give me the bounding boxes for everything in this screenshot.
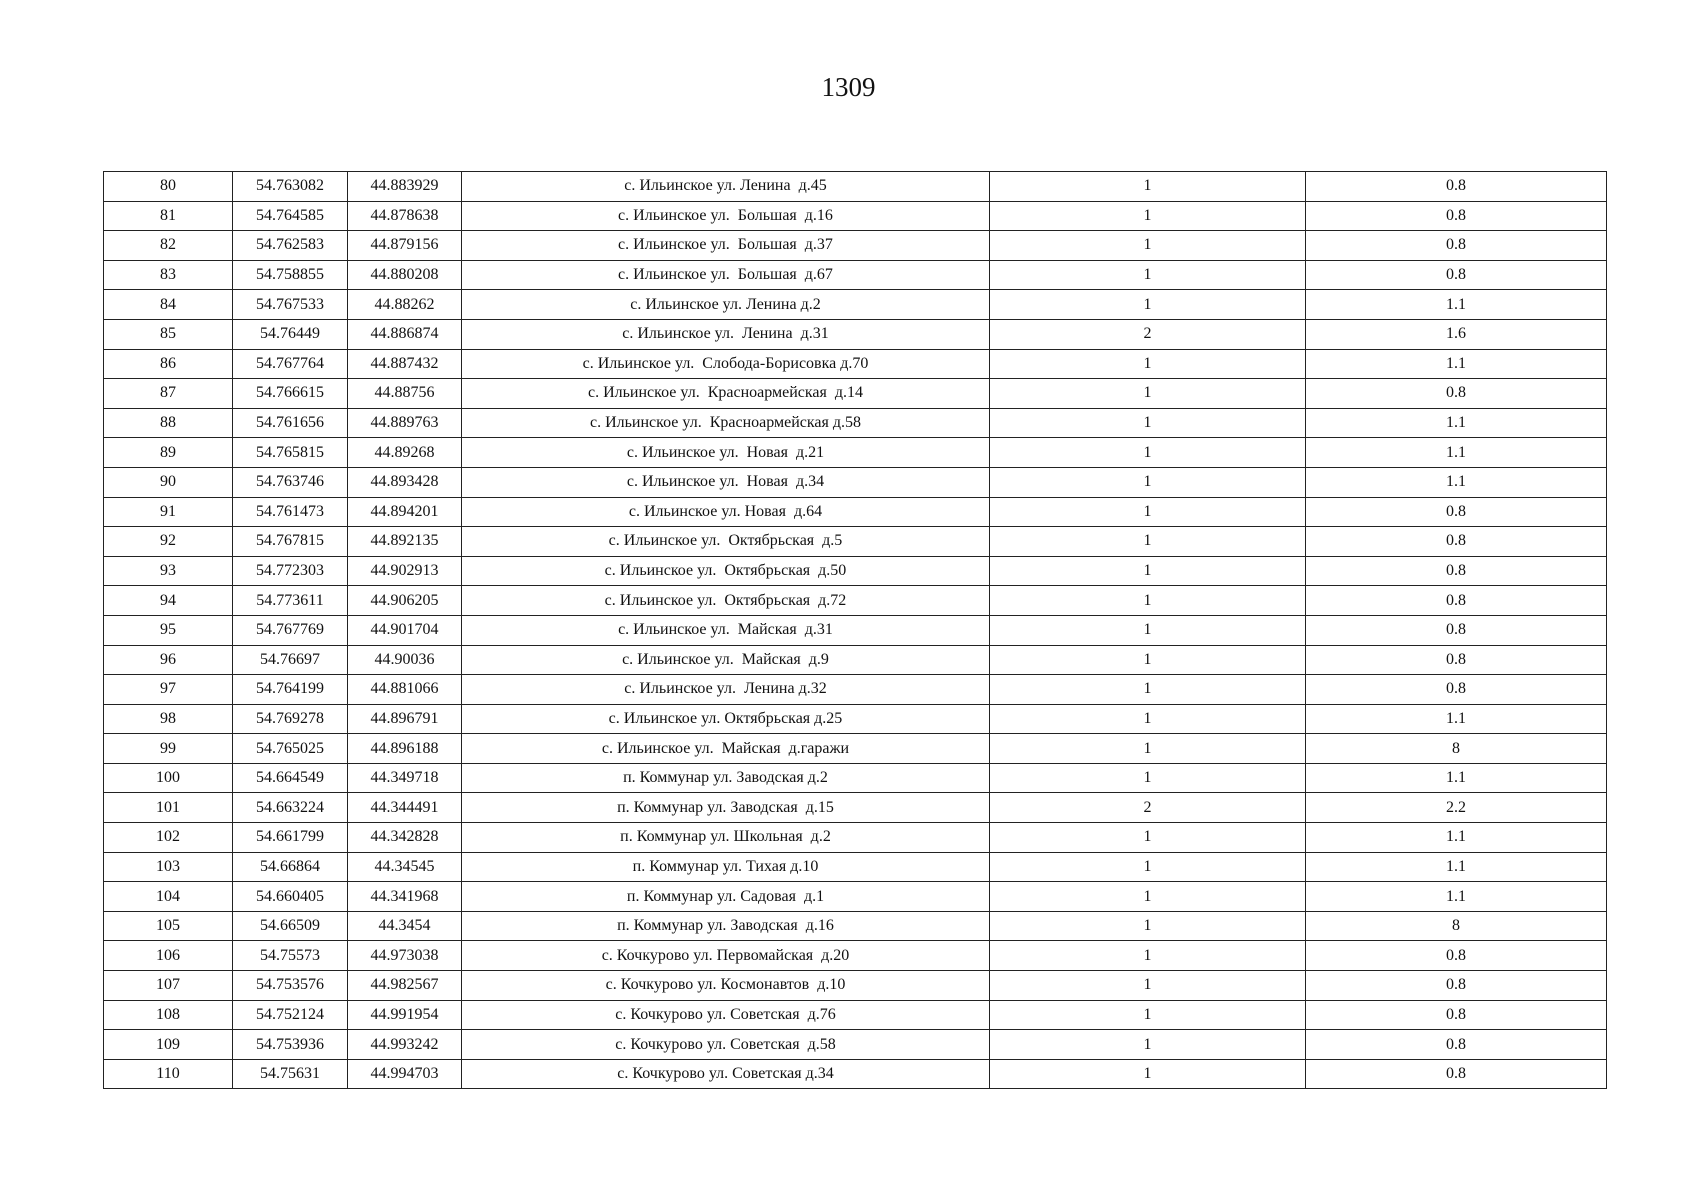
- latitude-cell: 54.767769: [233, 615, 348, 645]
- volume-cell: 0.8: [1306, 201, 1607, 231]
- count-cell: 1: [990, 971, 1306, 1001]
- latitude-cell: 54.75631: [233, 1059, 348, 1089]
- longitude-cell: 44.881066: [348, 675, 462, 705]
- count-cell: 1: [990, 734, 1306, 764]
- count-cell: 1: [990, 231, 1306, 261]
- longitude-cell: 44.889763: [348, 408, 462, 438]
- address-cell: с. Ильинское ул. Красноармейская д.58: [462, 408, 990, 438]
- latitude-cell: 54.660405: [233, 882, 348, 912]
- count-cell: 1: [990, 556, 1306, 586]
- longitude-cell: 44.887432: [348, 349, 462, 379]
- longitude-cell: 44.880208: [348, 260, 462, 290]
- longitude-cell: 44.906205: [348, 586, 462, 616]
- address-cell: с. Кочкурово ул. Первомайская д.20: [462, 941, 990, 971]
- row-number-cell: 108: [104, 1000, 233, 1030]
- volume-cell: 8: [1306, 911, 1607, 941]
- data-table: [103, 171, 1607, 1089]
- table-row: [104, 704, 1607, 734]
- longitude-cell: 44.902913: [348, 556, 462, 586]
- count-cell: 1: [990, 1000, 1306, 1030]
- volume-cell: 1.1: [1306, 349, 1607, 379]
- longitude-cell: 44.88756: [348, 379, 462, 409]
- address-cell: с. Ильинское ул. Новая д.64: [462, 497, 990, 527]
- address-cell: с. Ильинское ул. Октябрьская д.72: [462, 586, 990, 616]
- address-cell: п. Коммунар ул. Тихая д.10: [462, 852, 990, 882]
- table-row: [104, 1030, 1607, 1060]
- volume-cell: 0.8: [1306, 941, 1607, 971]
- table-row: [104, 556, 1607, 586]
- row-number-cell: 104: [104, 882, 233, 912]
- row-number-cell: 91: [104, 497, 233, 527]
- longitude-cell: 44.894201: [348, 497, 462, 527]
- latitude-cell: 54.76697: [233, 645, 348, 675]
- count-cell: 1: [990, 852, 1306, 882]
- volume-cell: 0.8: [1306, 586, 1607, 616]
- row-number-cell: 81: [104, 201, 233, 231]
- longitude-cell: 44.886874: [348, 319, 462, 349]
- data-table-container: [103, 171, 1606, 1089]
- volume-cell: 0.8: [1306, 1000, 1607, 1030]
- latitude-cell: 54.766615: [233, 379, 348, 409]
- address-cell: с. Кочкурово ул. Космонавтов д.10: [462, 971, 990, 1001]
- count-cell: 1: [990, 438, 1306, 468]
- volume-cell: 1.1: [1306, 290, 1607, 320]
- address-cell: с. Ильинское ул. Майская д.гаражи: [462, 734, 990, 764]
- latitude-cell: 54.762583: [233, 231, 348, 261]
- table-row: [104, 1059, 1607, 1089]
- row-number-cell: 107: [104, 971, 233, 1001]
- longitude-cell: 44.89268: [348, 438, 462, 468]
- volume-cell: 0.8: [1306, 675, 1607, 705]
- latitude-cell: 54.761473: [233, 497, 348, 527]
- count-cell: 2: [990, 793, 1306, 823]
- row-number-cell: 99: [104, 734, 233, 764]
- count-cell: 1: [990, 911, 1306, 941]
- latitude-cell: 54.767533: [233, 290, 348, 320]
- table-row: [104, 734, 1607, 764]
- volume-cell: 1.6: [1306, 319, 1607, 349]
- count-cell: 1: [990, 823, 1306, 853]
- volume-cell: 1.1: [1306, 763, 1607, 793]
- row-number-cell: 87: [104, 379, 233, 409]
- address-cell: с. Ильинское ул. Большая д.67: [462, 260, 990, 290]
- table-row: [104, 645, 1607, 675]
- row-number-cell: 103: [104, 852, 233, 882]
- count-cell: 1: [990, 379, 1306, 409]
- latitude-cell: 54.769278: [233, 704, 348, 734]
- table-row: [104, 379, 1607, 409]
- count-cell: 1: [990, 645, 1306, 675]
- row-number-cell: 98: [104, 704, 233, 734]
- address-cell: с. Ильинское ул. Майская д.31: [462, 615, 990, 645]
- count-cell: 1: [990, 290, 1306, 320]
- latitude-cell: 54.767815: [233, 527, 348, 557]
- longitude-cell: 44.88262: [348, 290, 462, 320]
- table-row: [104, 497, 1607, 527]
- count-cell: 1: [990, 763, 1306, 793]
- volume-cell: 0.8: [1306, 1030, 1607, 1060]
- count-cell: 1: [990, 172, 1306, 202]
- longitude-cell: 44.34545: [348, 852, 462, 882]
- address-cell: с. Кочкурово ул. Советская д.76: [462, 1000, 990, 1030]
- row-number-cell: 84: [104, 290, 233, 320]
- row-number-cell: 83: [104, 260, 233, 290]
- address-cell: п. Коммунар ул. Школьная д.2: [462, 823, 990, 853]
- count-cell: 1: [990, 882, 1306, 912]
- latitude-cell: 54.75573: [233, 941, 348, 971]
- address-cell: с. Ильинское ул. Слобода-Борисовка д.70: [462, 349, 990, 379]
- table-row: [104, 201, 1607, 231]
- volume-cell: 0.8: [1306, 231, 1607, 261]
- longitude-cell: 44.341968: [348, 882, 462, 912]
- address-cell: с. Ильинское ул. Октябрьская д.25: [462, 704, 990, 734]
- latitude-cell: 54.76449: [233, 319, 348, 349]
- table-row: [104, 586, 1607, 616]
- longitude-cell: 44.342828: [348, 823, 462, 853]
- latitude-cell: 54.773611: [233, 586, 348, 616]
- volume-cell: 8: [1306, 734, 1607, 764]
- longitude-cell: 44.991954: [348, 1000, 462, 1030]
- address-cell: п. Коммунар ул. Садовая д.1: [462, 882, 990, 912]
- row-number-cell: 95: [104, 615, 233, 645]
- count-cell: 1: [990, 467, 1306, 497]
- row-number-cell: 90: [104, 467, 233, 497]
- table-row: [104, 882, 1607, 912]
- table-row: [104, 527, 1607, 557]
- latitude-cell: 54.663224: [233, 793, 348, 823]
- count-cell: 2: [990, 319, 1306, 349]
- count-cell: 1: [990, 941, 1306, 971]
- volume-cell: 1.1: [1306, 852, 1607, 882]
- volume-cell: 0.8: [1306, 556, 1607, 586]
- address-cell: с. Ильинское ул. Новая д.21: [462, 438, 990, 468]
- latitude-cell: 54.767764: [233, 349, 348, 379]
- table-row: [104, 438, 1607, 468]
- row-number-cell: 100: [104, 763, 233, 793]
- longitude-cell: 44.90036: [348, 645, 462, 675]
- latitude-cell: 54.753936: [233, 1030, 348, 1060]
- address-cell: с. Ильинское ул. Ленина д.45: [462, 172, 990, 202]
- longitude-cell: 44.893428: [348, 467, 462, 497]
- volume-cell: 0.8: [1306, 645, 1607, 675]
- volume-cell: 0.8: [1306, 527, 1607, 557]
- row-number-cell: 88: [104, 408, 233, 438]
- table-row: [104, 911, 1607, 941]
- longitude-cell: 44.896188: [348, 734, 462, 764]
- longitude-cell: 44.982567: [348, 971, 462, 1001]
- count-cell: 1: [990, 615, 1306, 645]
- count-cell: 1: [990, 201, 1306, 231]
- table-row: [104, 408, 1607, 438]
- table-row: [104, 941, 1607, 971]
- row-number-cell: 97: [104, 675, 233, 705]
- count-cell: 1: [990, 260, 1306, 290]
- row-number-cell: 106: [104, 941, 233, 971]
- volume-cell: 1.1: [1306, 704, 1607, 734]
- table-row: [104, 467, 1607, 497]
- volume-cell: 1.1: [1306, 408, 1607, 438]
- count-cell: 1: [990, 675, 1306, 705]
- latitude-cell: 54.765025: [233, 734, 348, 764]
- count-cell: 1: [990, 1030, 1306, 1060]
- count-cell: 1: [990, 349, 1306, 379]
- row-number-cell: 89: [104, 438, 233, 468]
- volume-cell: 0.8: [1306, 172, 1607, 202]
- latitude-cell: 54.66864: [233, 852, 348, 882]
- volume-cell: 1.1: [1306, 823, 1607, 853]
- volume-cell: 2.2: [1306, 793, 1607, 823]
- longitude-cell: 44.994703: [348, 1059, 462, 1089]
- address-cell: с. Ильинское ул. Красноармейская д.14: [462, 379, 990, 409]
- volume-cell: 1.1: [1306, 882, 1607, 912]
- address-cell: с. Ильинское ул. Большая д.37: [462, 231, 990, 261]
- address-cell: с. Ильинское ул. Ленина д.2: [462, 290, 990, 320]
- row-number-cell: 110: [104, 1059, 233, 1089]
- table-row: [104, 290, 1607, 320]
- address-cell: с. Ильинское ул. Ленина д.31: [462, 319, 990, 349]
- volume-cell: 0.8: [1306, 379, 1607, 409]
- latitude-cell: 54.764199: [233, 675, 348, 705]
- table-row: [104, 349, 1607, 379]
- latitude-cell: 54.758855: [233, 260, 348, 290]
- row-number-cell: 80: [104, 172, 233, 202]
- longitude-cell: 44.883929: [348, 172, 462, 202]
- latitude-cell: 54.763746: [233, 467, 348, 497]
- table-row: [104, 793, 1607, 823]
- volume-cell: 1.1: [1306, 438, 1607, 468]
- address-cell: с. Ильинское ул. Октябрьская д.5: [462, 527, 990, 557]
- longitude-cell: 44.344491: [348, 793, 462, 823]
- longitude-cell: 44.879156: [348, 231, 462, 261]
- row-number-cell: 96: [104, 645, 233, 675]
- table-row: [104, 971, 1607, 1001]
- longitude-cell: 44.993242: [348, 1030, 462, 1060]
- row-number-cell: 86: [104, 349, 233, 379]
- latitude-cell: 54.764585: [233, 201, 348, 231]
- latitude-cell: 54.752124: [233, 1000, 348, 1030]
- count-cell: 1: [990, 1059, 1306, 1089]
- address-cell: с. Ильинское ул. Майская д.9: [462, 645, 990, 675]
- row-number-cell: 82: [104, 231, 233, 261]
- latitude-cell: 54.763082: [233, 172, 348, 202]
- volume-cell: 0.8: [1306, 971, 1607, 1001]
- row-number-cell: 94: [104, 586, 233, 616]
- row-number-cell: 105: [104, 911, 233, 941]
- longitude-cell: 44.896791: [348, 704, 462, 734]
- table-row: [104, 231, 1607, 261]
- volume-cell: 0.8: [1306, 615, 1607, 645]
- address-cell: п. Коммунар ул. Заводская д.15: [462, 793, 990, 823]
- table-row: [104, 260, 1607, 290]
- table-row: [104, 172, 1607, 202]
- table-row: [104, 852, 1607, 882]
- volume-cell: 0.8: [1306, 1059, 1607, 1089]
- address-cell: п. Коммунар ул. Заводская д.2: [462, 763, 990, 793]
- longitude-cell: 44.878638: [348, 201, 462, 231]
- address-cell: с. Ильинское ул. Большая д.16: [462, 201, 990, 231]
- latitude-cell: 54.761656: [233, 408, 348, 438]
- count-cell: 1: [990, 527, 1306, 557]
- latitude-cell: 54.66509: [233, 911, 348, 941]
- longitude-cell: 44.3454: [348, 911, 462, 941]
- volume-cell: 0.8: [1306, 260, 1607, 290]
- address-cell: с. Ильинское ул. Новая д.34: [462, 467, 990, 497]
- address-cell: п. Коммунар ул. Заводская д.16: [462, 911, 990, 941]
- page-number: 1309: [821, 72, 876, 102]
- address-cell: с. Кочкурово ул. Советская д.34: [462, 1059, 990, 1089]
- count-cell: 1: [990, 497, 1306, 527]
- table-row: [104, 615, 1607, 645]
- latitude-cell: 54.753576: [233, 971, 348, 1001]
- table-row: [104, 1000, 1607, 1030]
- address-cell: с. Ильинское ул. Ленина д.32: [462, 675, 990, 705]
- volume-cell: 1.1: [1306, 467, 1607, 497]
- table-row: [104, 319, 1607, 349]
- table-row: [104, 763, 1607, 793]
- address-cell: с. Ильинское ул. Октябрьская д.50: [462, 556, 990, 586]
- table-body: [104, 172, 1607, 1089]
- table-row: [104, 823, 1607, 853]
- row-number-cell: 101: [104, 793, 233, 823]
- row-number-cell: 102: [104, 823, 233, 853]
- row-number-cell: 93: [104, 556, 233, 586]
- longitude-cell: 44.349718: [348, 763, 462, 793]
- count-cell: 1: [990, 586, 1306, 616]
- longitude-cell: 44.973038: [348, 941, 462, 971]
- latitude-cell: 54.661799: [233, 823, 348, 853]
- count-cell: 1: [990, 408, 1306, 438]
- address-cell: с. Кочкурово ул. Советская д.58: [462, 1030, 990, 1060]
- row-number-cell: 92: [104, 527, 233, 557]
- count-cell: 1: [990, 704, 1306, 734]
- latitude-cell: 54.664549: [233, 763, 348, 793]
- latitude-cell: 54.772303: [233, 556, 348, 586]
- longitude-cell: 44.901704: [348, 615, 462, 645]
- table-row: [104, 675, 1607, 705]
- row-number-cell: 109: [104, 1030, 233, 1060]
- volume-cell: 0.8: [1306, 497, 1607, 527]
- row-number-cell: 85: [104, 319, 233, 349]
- latitude-cell: 54.765815: [233, 438, 348, 468]
- longitude-cell: 44.892135: [348, 527, 462, 557]
